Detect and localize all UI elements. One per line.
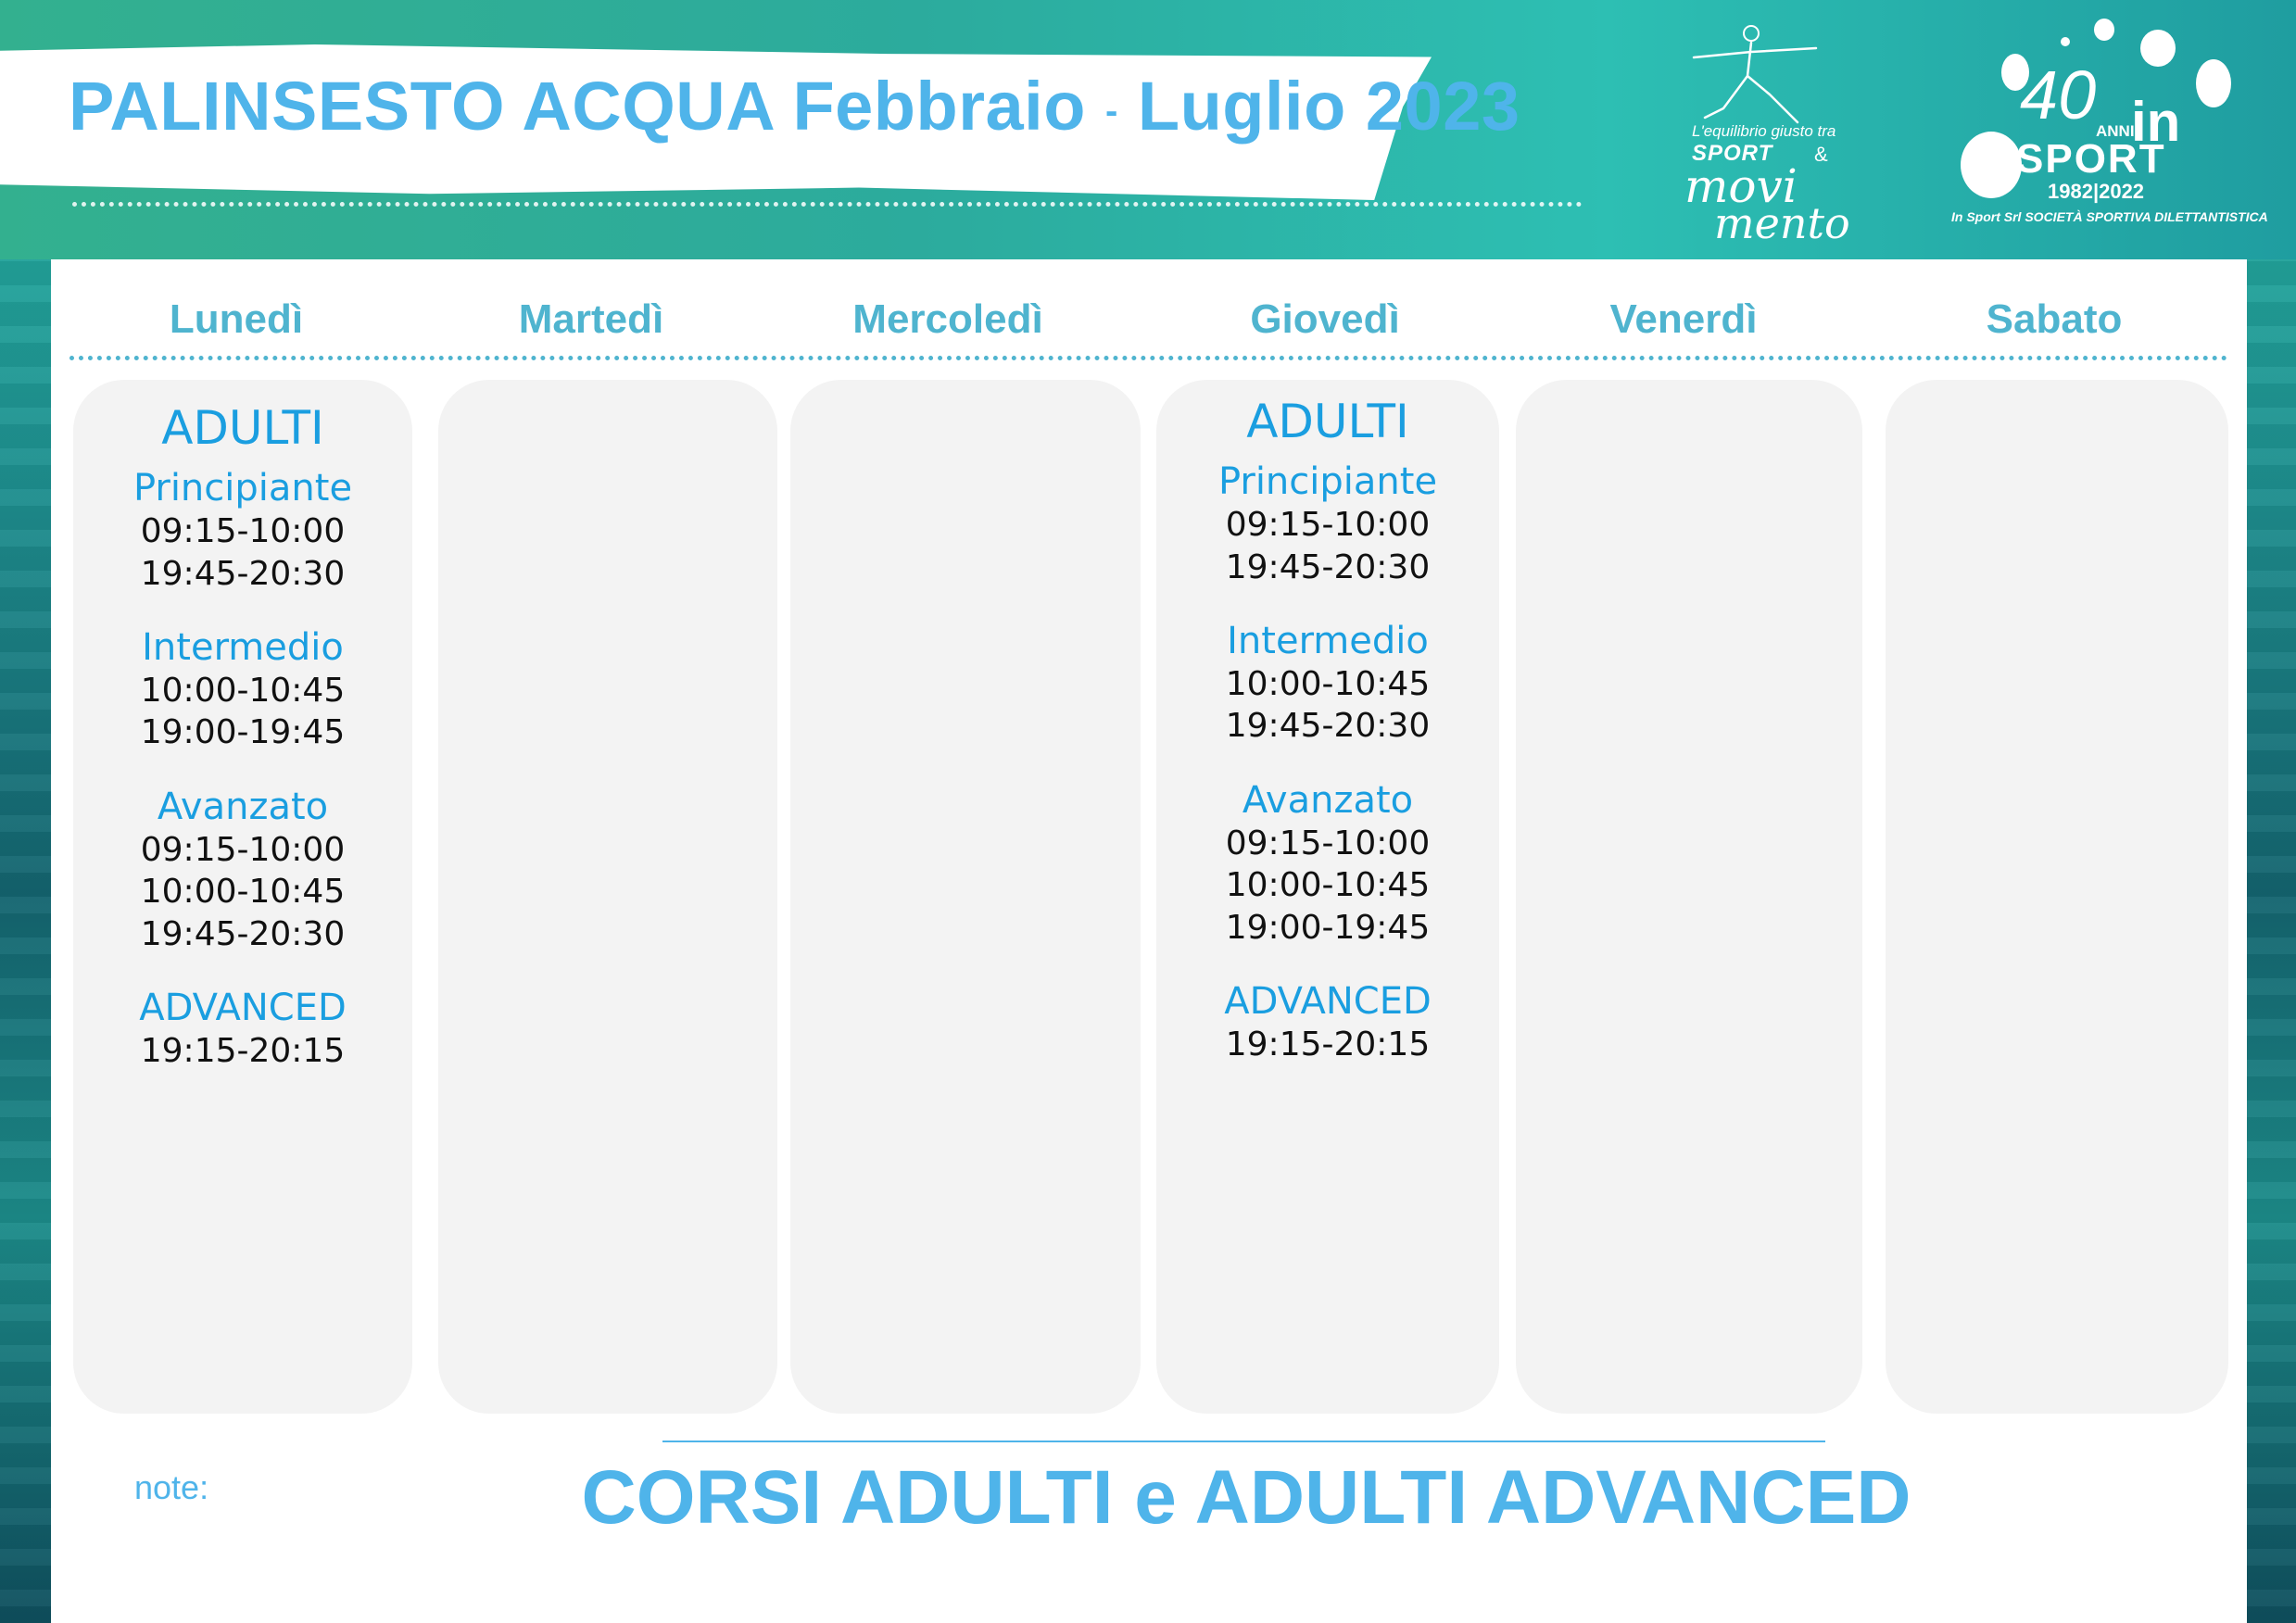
note-label: note: xyxy=(134,1468,209,1506)
level-block xyxy=(1156,779,1499,949)
time-slot: 19:15-20:15 xyxy=(1225,1025,1431,1064)
title-divider xyxy=(72,202,1583,207)
movimento-mento-text: mento xyxy=(1714,198,1850,248)
level-name: Intermedio xyxy=(142,625,344,669)
day-header-row xyxy=(51,259,2247,361)
group-title: ADULTI xyxy=(1246,395,1409,448)
day-header-giovedi: Giovedì xyxy=(1250,296,1400,342)
giovedi-schedule xyxy=(1156,396,1499,1098)
level-name: ADVANCED xyxy=(139,987,347,1030)
insport-40-anni-logo xyxy=(1946,13,2268,235)
day-column-mercoledi xyxy=(790,380,1141,1414)
time-slot: 09:15-10:00 xyxy=(140,512,346,551)
insport-in: in xyxy=(2131,91,2181,153)
level-block xyxy=(1156,620,1499,748)
day-header-divider xyxy=(69,356,2228,360)
day-column-sabato xyxy=(1886,380,2228,1414)
group-title: ADULTI xyxy=(161,401,324,455)
level-block xyxy=(73,467,412,595)
level-name: Avanzato xyxy=(157,785,329,828)
insport-subtitle: In Sport Srl SOCIETÀ SPORTIVA DILETTANTISTICA xyxy=(1951,209,2268,224)
level-name: Intermedio xyxy=(1227,619,1429,662)
level-block xyxy=(73,626,412,754)
level-name: ADVANCED xyxy=(1224,980,1432,1024)
movimento-sport-text: SPORT xyxy=(1692,141,1773,166)
time-slot: 19:15-20:15 xyxy=(140,1032,346,1071)
time-slot: 19:45-20:30 xyxy=(1225,547,1431,586)
day-header-mercoledi: Mercoledì xyxy=(852,296,1043,342)
logo-dot xyxy=(1961,132,2022,198)
day-header-martedi: Martedì xyxy=(518,296,664,342)
time-slot: 19:45-20:30 xyxy=(1225,707,1431,746)
time-slot: 09:15-10:00 xyxy=(1225,824,1431,862)
time-slot: 10:00-10:45 xyxy=(140,672,346,711)
insport-anni: ANNI xyxy=(2096,122,2135,140)
level-name: Principiante xyxy=(1217,460,1438,503)
insport-sport: SPORT xyxy=(2016,136,2166,182)
day-header-lunedi: Lunedì xyxy=(169,296,304,342)
day-header-venerdi: Venerdì xyxy=(1609,296,1758,342)
page-title: PALINSESTO ACQUA Febbraio - Luglio 2023 xyxy=(69,68,1520,145)
footer-divider xyxy=(662,1441,1825,1442)
movimento-movi-text: movi xyxy=(1684,159,1798,213)
time-slot: 19:45-20:30 xyxy=(140,914,346,953)
time-slot: 10:00-10:45 xyxy=(140,873,346,912)
movimento-amp: & xyxy=(1814,143,1828,166)
logo-dot xyxy=(2094,19,2114,41)
day-column-martedi xyxy=(438,380,777,1414)
time-slot: 10:00-10:45 xyxy=(1225,665,1431,704)
time-slot: 09:15-10:00 xyxy=(1225,506,1431,545)
dancer-icon xyxy=(1686,20,1825,127)
day-column-lunedi xyxy=(73,380,412,1414)
insport-40: 40 xyxy=(2020,57,2097,133)
time-slot: 09:15-10:00 xyxy=(140,831,346,869)
level-block xyxy=(1156,460,1499,588)
level-block xyxy=(73,786,412,955)
logo-dot xyxy=(2140,30,2176,67)
level-block xyxy=(1156,980,1499,1066)
level-block xyxy=(73,987,412,1073)
day-column-venerdi xyxy=(1516,380,1862,1414)
lunedi-schedule xyxy=(73,403,412,1104)
day-header-sabato: Sabato xyxy=(1986,296,2123,342)
movimento-logo xyxy=(1659,20,1881,248)
footer-title: CORSI ADULTI e ADULTI ADVANCED xyxy=(581,1455,1911,1540)
logo-dot xyxy=(2061,37,2070,46)
level-name: Avanzato xyxy=(1242,778,1414,822)
movimento-tagline: L'equilibrio giusto tra xyxy=(1692,122,1836,140)
logo-dot xyxy=(2196,59,2231,107)
time-slot: 19:00-19:45 xyxy=(1225,908,1431,947)
day-column-giovedi xyxy=(1156,380,1499,1414)
schedule-panel xyxy=(51,259,2247,1623)
insport-years: 1982|2022 xyxy=(2048,180,2145,203)
time-slot: 19:45-20:30 xyxy=(140,554,346,593)
time-slot: 19:00-19:45 xyxy=(140,713,346,752)
level-name: Principiante xyxy=(132,467,353,510)
time-slot: 10:00-10:45 xyxy=(1225,866,1431,905)
